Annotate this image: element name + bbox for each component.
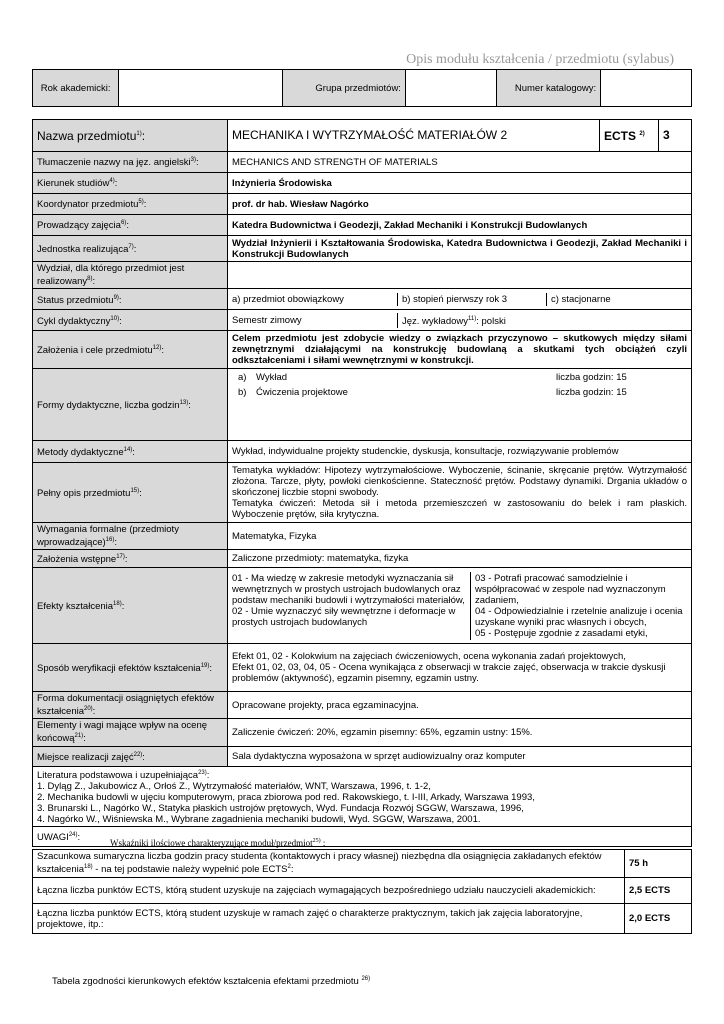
- efekty-label: Efekty kształcenia$^{18)}$:: [33, 568, 228, 644]
- opis-v2: Tematyka ćwiczeń: Metoda sił i metoda przemieszczeń w zastosowaniu do belek i ram płaskich. Wyboczenie prętów, siła krytyczna.: [232, 498, 687, 521]
- efekt-03: 03 - Potrafi pracować samodzielnie i współpracować w zespole nad wyznaczonym zadaniem,: [475, 572, 666, 606]
- efekt-01-02-wiedza: 01 - Ma wiedzę w zakresie metodyki wyznaczania sił wewnętrznych w prostych ustrojach budowlanych oraz podstaw mechaniki budowli i wytrzymałości materiałów,: [232, 572, 465, 606]
- status-b: b) stopień pierwszy rok 3: [398, 293, 547, 306]
- efekty-cell: [228, 568, 692, 644]
- prow-value: Katedra Budownictwa i Geodezji, Zakład Mechaniki i Konstrukcji Budowlanych: [228, 215, 692, 236]
- wydz-value: [228, 262, 692, 289]
- jez-value: Jęz. wykładowy$^{11)}$: polski: [402, 315, 506, 327]
- tabela-zgodnosci-title: Tabela zgodności kierunkowych efektów kształcenia efektami przedmiotu $^{26)}$: [52, 976, 371, 988]
- wym-label: Wymagania formalne (przedmioty wprowadzające)$^{16)}$:: [33, 523, 228, 550]
- wydz-label: Wydział, dla którego przedmiot jest realizowany$^{8)}$:: [33, 262, 228, 289]
- syllabus-table: [32, 119, 692, 847]
- wsk-r3-label: Łączna liczba punktów ECTS, którą student uzyskuje w ramach zajęć o charakterze praktycznym, takich jak zajęcia laboratoryjne, projektowe, itp.:: [33, 904, 625, 934]
- koord-value: prof. dr hab. Wiesław Nagórko: [228, 194, 692, 215]
- formy-a-hours: liczba godzin: 15: [556, 372, 627, 384]
- sposob-cell: [228, 644, 692, 692]
- lit-item-2: 2. Mechanika budowli w ujęciu komputerowym, praca zbiorowa pod red. Rakowskiego, t. I-III, Arkady, Warszawa 1993,: [37, 791, 535, 803]
- ects-label: ECTS $^{2)}$: [600, 120, 659, 152]
- ects-value: 3: [659, 120, 692, 152]
- efekt-02-umiejetnosci: 02 - Umie wyznaczyć siły wewnętrzne i deformacje w prostych ustrojach budowlanych: [232, 605, 456, 628]
- rok-value: [119, 70, 282, 107]
- numer-value: [601, 70, 692, 107]
- sposob-v1: Efekt 01, 02 - Kolokwium na zajęciach ćwiczeniowych, ocena wykonania zadań projektowych,: [232, 651, 626, 663]
- opis-label: Pełny opis przedmiotu$^{15)}$:: [33, 463, 228, 523]
- numer-label: Numer katalogowy:: [496, 70, 600, 107]
- cykl-label: Cykl dydaktyczny$^{10)}$:: [33, 310, 228, 331]
- zalw-value: Zaliczone przedmioty: matematyka, fizyka: [228, 550, 692, 568]
- lit-item-3: 3. Brunarski L., Nagórko W., Statyka płaskich ustrojów prętowych, Wyd. Fundacja Rozwój SGGW, Warszawa, 1996,: [37, 802, 524, 814]
- status-cell: [228, 289, 692, 310]
- formy-a: Wykład: [256, 372, 288, 384]
- rok-label: Rok akademicki:: [33, 70, 119, 107]
- efekty-left: [228, 572, 471, 640]
- jedn-label: Jednostka realizująca$^{7)}$:: [33, 236, 228, 262]
- literatura-cell: [33, 766, 692, 826]
- cykl-value: Semestr zimowy: [228, 313, 398, 328]
- metody-label: Metody dydaktyczne$^{14)}$:: [33, 441, 228, 463]
- elem-label: Elementy i wagi mające wpływ na ocenę końcową$^{21)}$:: [33, 719, 228, 746]
- nazwa-value: MECHANIKA I WYTRZYMAŁOŚĆ MATERIAŁÓW 2: [228, 120, 600, 152]
- miejsce-label: Miejsce realizacji zajęć$^{22)}$:: [33, 746, 228, 766]
- status-a: a) przedmiot obowiązkowy: [228, 293, 398, 306]
- zalw-label: Założenia wstępne$^{17)}$:: [33, 550, 228, 568]
- miejsce-value: Sala dydaktyczna wyposażona w sprzęt audiowizualny oraz komputer: [228, 746, 692, 766]
- formy-cell: [228, 369, 692, 441]
- status-label: Status przedmiotu$^{9)}$:: [33, 289, 228, 310]
- formy-label: Formy dydaktyczne, liczba godzin$^{13)}$:: [33, 369, 228, 441]
- uwagi-cell: UWAGI$^{24)}$:: [33, 826, 692, 846]
- efekt-05: 05 - Postępuje zgodnie z zasadami etyki,: [475, 627, 648, 639]
- wsk-r1-label: Szacunkowa sumaryczna liczba godzin pracy studenta (kontaktowych i pracy własnej) niezbędna dla osiągnięcia zakładanych efektów kształcenia$^{18)}$ - na tej podstawie należy wypełnić pole ECTS$^2$:: [33, 850, 625, 878]
- lit-label: Literatura podstawowa i uzupełniająca$^{23)}$:: [37, 769, 210, 781]
- forma-label: Forma dokumentacji osiągniętych efektów kształcenia$^{20)}$:: [33, 692, 228, 719]
- zal-label: Założenia i cele przedmiotu$^{12)}$:: [33, 331, 228, 369]
- sposob-v2: Efekt 01, 02, 03, 04, 05 - Ocena wynikająca z obserwacji w trakcie zajęć, obserwacja w trakcie dyskusji problemów (aktywność), egzamin pisemny, egzamin ustny.: [232, 662, 666, 685]
- page-header: Opis modułu kształcenia / przedmiotu (sylabus): [406, 52, 674, 67]
- wsk-r2-value: 2,5 ECTS: [625, 878, 692, 904]
- wym-value: Matematyka, Fizyka: [228, 523, 692, 550]
- grupa-label: Grupa przedmiotów:: [282, 70, 405, 107]
- wsk-r1-value: 75 h: [625, 850, 692, 878]
- grupa-value: [405, 70, 496, 107]
- top-info-table: [32, 69, 692, 107]
- kier-label: Kierunek studiów$^{4)}$:: [33, 173, 228, 194]
- wskazniki-title: Wskaźniki ilościowe charakteryzujące moduł/przedmiot$^{25)}$ :: [110, 838, 326, 848]
- opis-v1: Tematyka wykładów: Hipotezy wytrzymałościowe. Wyboczenie, ścinanie, skręcanie prętów. Wytrzymałość złożona. Tarcze, płyty, powłoki cienkościenne. Stateczność prętów. Podstawy dynamiki. Drgania układów o skończonej liczbie stopni swobody.: [232, 465, 687, 499]
- elem-value: Zaliczenie ćwiczeń: 20%, egzamin pisemny: 65%, egzamin ustny: 15%.: [228, 719, 692, 746]
- efekty-right: [471, 572, 692, 640]
- formy-b-num: b): [238, 387, 247, 399]
- efekt-04: 04 - Odpowiedzialnie i rzetelnie analizuje i ocenia uzyskane wyniki prac własnych i obcych,: [475, 605, 683, 628]
- forma-value: Opracowane projekty, praca egzaminacyjna.: [228, 692, 692, 719]
- koord-label: Koordynator przedmiotu$^{5)}$:: [33, 194, 228, 215]
- sposob-label: Sposób weryfikacji efektów kształcenia$^{19)}$:: [33, 644, 228, 692]
- cykl-cell: [228, 310, 692, 331]
- tlum-value: MECHANICS AND STRENGTH OF MATERIALS: [228, 152, 692, 173]
- formy-a-num: a): [238, 372, 247, 384]
- opis-cell: [228, 463, 692, 523]
- prow-label: Prowadzący zajęcia$^{6)}$:: [33, 215, 228, 236]
- tlum-label: Tłumaczenie nazwy na jęz. angielski$^{3)}$:: [33, 152, 228, 173]
- jedn-value: Wydział Inżynierii i Kształtowania Środowiska, Katedra Budownictwa i Geodezji, Zakład Mechaniki i Konstrukcji Budowlanych: [228, 236, 692, 262]
- lit-item-1: 1. Dyląg Z., Jakubowicz A., Orłoś Z., Wytrzymałość materiałów, WNT, Warszawa, 1996, t. 1-2,: [37, 780, 431, 792]
- formy-b: Ćwiczenia projektowe: [256, 387, 348, 399]
- wsk-r3-value: 2,0 ECTS: [625, 904, 692, 934]
- zal-value: Celem przedmiotu jest zdobycie wiedzy o związkach przyczynowo – skutkowych między siłami zewnętrznymi działającymi na konstrukcję budowlaną a skutkami tych obciążeń czyli odkształceniami i siłami wewnętrznymi w konstrukcji.: [228, 331, 692, 369]
- kier-value: Inżynieria Środowiska: [228, 173, 692, 194]
- status-c: c) stacjonarne: [551, 293, 611, 305]
- nazwa-label: Nazwa przedmiotu$^{1)}$:: [33, 120, 228, 152]
- wsk-r2-label: Łączna liczba punktów ECTS, którą student uzyskuje na zajęciach wymagających bezpośredniego udziału nauczycieli akademickich:: [33, 878, 625, 904]
- metody-value: Wykład, indywidualne projekty studenckie, dyskusja, konsultacje, rozwiązywanie problemów: [228, 441, 692, 463]
- wskazniki-table: [32, 849, 692, 934]
- lit-item-4: 4. Nagórko W., Wiśniewska M., Wybrane zagadnienia mechaniki budowli, Wyd. SGGW, Warszawa, 2001.: [37, 813, 481, 825]
- formy-b-hours: liczba godzin: 15: [556, 387, 627, 399]
